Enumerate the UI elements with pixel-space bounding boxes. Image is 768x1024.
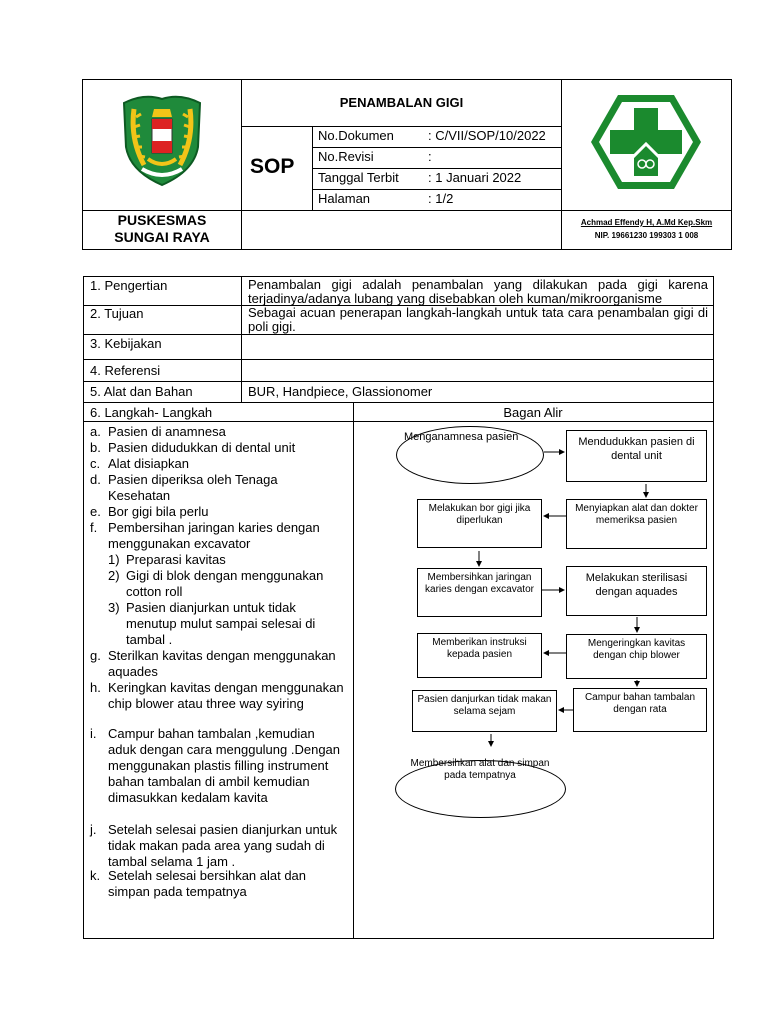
row-tujuan-label: 2. Tujuan: [90, 306, 144, 321]
step-k: k. Setelah selesai bersihkan alat dan simpan pada tempatnya: [90, 868, 307, 899]
step-h: h. Keringkan kavitas dengan menggunakan chip blower atau three way syiring: [90, 680, 344, 711]
flow-node-7-text: Memberikan instruksi kepada pasien: [432, 637, 527, 660]
langkah-header: 6. Langkah- Langkah: [90, 405, 213, 420]
flow-node-8-text: Campur bahan tambalan dengan rata: [584, 692, 696, 715]
doc-number-label: No.Dokumen: [318, 128, 394, 143]
signer-nip: NIP. 19661230 199303 1 008: [594, 231, 699, 240]
row-pengertian-text: Penambalan gigi adalah penambalan yang dilakukan pada gigi karena terjadinya/adanya lubang yang disebabkan oleh kuman/mikroorganisme: [248, 277, 708, 306]
step-i: i. Campur bahan tambalan ,kemudian aduk dengan cara menggulung .Dengan menggunakan plastis filling instrument bahan tambalan di ambil kemudian dimasukkan kedalam kavita: [90, 726, 341, 805]
revision-label: No.Revisi: [318, 149, 374, 164]
substep-2: 2) Gigi di blok dengan menggunakan cotton roll: [108, 568, 324, 599]
page-label: Halaman: [318, 191, 371, 206]
step-d: d. Pasien diperiksa oleh Tenaga Kesehatan: [90, 472, 278, 503]
sop-label: SOP: [250, 155, 295, 178]
step-j: j. Setelah selesai pasien dianjurkan untuk tidak makan pada area yang sudah di tambal selama 1 jam .: [90, 822, 338, 869]
flow-start-text: Menganamnesa pasien: [404, 431, 519, 443]
page-value: : 1/2: [428, 191, 454, 206]
org-name-line1: PUSKESMAS: [117, 212, 207, 228]
substep-1: 1) Preparasi kavitas: [108, 552, 226, 567]
flow-node-9-text: Pasien danjurkan tidak makan selama sejam: [417, 694, 552, 717]
flow-end-text: Membersihkan alat dan simpan pada tempatnya: [410, 758, 550, 781]
doc-number-value: : C/VII/SOP/10/2022: [428, 128, 546, 143]
flow-node-2-text: Menyiapkan alat dan dokter memeriksa pasien: [575, 503, 698, 526]
step-a: a. Pasien di anamnesa: [90, 424, 226, 439]
bagan-header: Bagan Alir: [503, 405, 563, 420]
step-f: f. Pembersihan jaringan karies dengan menggunakan excavator: [90, 520, 320, 551]
step-b: b. Pasien didudukkan di dental unit: [90, 440, 296, 455]
step-e: e. Bor gigi bila perlu: [90, 504, 209, 519]
step-g: g. Sterilkan kavitas dengan menggunakan aquades: [90, 648, 336, 679]
row-referensi-label: 4. Referensi: [90, 363, 161, 378]
row-alat-text: BUR, Handpiece, Glassionomer: [248, 384, 433, 399]
substep-3: 3) Pasien dianjurkan untuk tidak menutup mulut sampai selesai di tambal .: [108, 600, 316, 647]
revision-value: :: [428, 149, 432, 164]
org-name-line2: SUNGAI RAYA: [114, 229, 210, 245]
document-title: PENAMBALAN GIGI: [339, 95, 464, 110]
step-c: c. Alat disiapkan: [90, 456, 189, 471]
flow-node-5-text: Melakukan sterilisasi dengan aquades: [585, 572, 688, 598]
issue-date-value: : 1 Januari 2022: [428, 170, 522, 185]
signer-name: Achmad Effendy H, A.Md Kep.Skm: [580, 218, 713, 227]
row-kebijakan-label: 3. Kebijakan: [90, 336, 162, 351]
row-alat-label: 5. Alat dan Bahan: [90, 384, 193, 399]
flow-node-3-text: Melakukan bor gigi jika diperlukan: [428, 503, 531, 526]
row-pengertian-label: 1. Pengertian: [90, 278, 168, 293]
issue-date-label: Tanggal Terbit: [318, 170, 399, 185]
flow-node-4-text: Membersihkan jaringan karies dengan excavator: [425, 572, 534, 595]
flow-node-1-text: Mendudukkan pasien di dental unit: [578, 436, 695, 462]
flow-node-6-text: Mengeringkan kavitas dengan chip blower: [587, 638, 686, 661]
row-tujuan-text: Sebagai acuan penerapan langkah-langkah untuk tata cara penambalan gigi di poli gigi.: [248, 305, 708, 334]
